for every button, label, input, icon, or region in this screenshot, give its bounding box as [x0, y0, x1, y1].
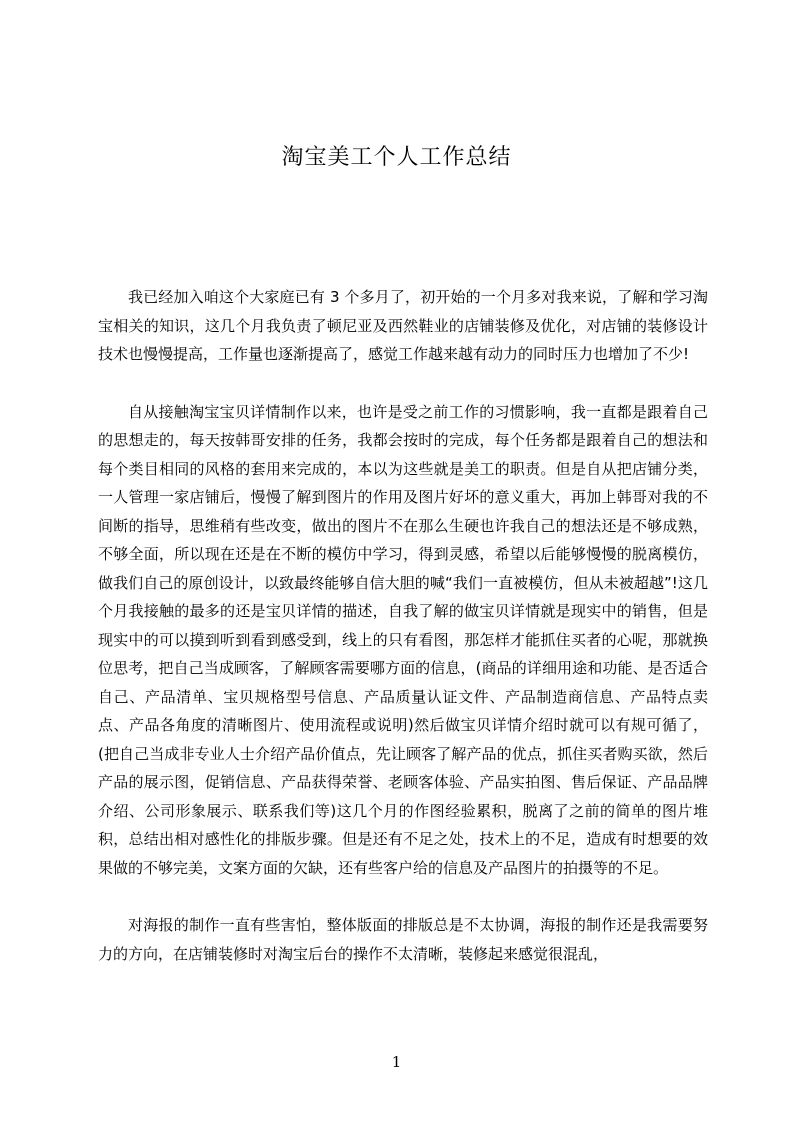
document-title: 淘宝美工个人工作总结: [281, 145, 512, 170]
paragraph-poster: 对海报的制作一直有些害怕，整体版面的排版总是不太协调，海报的制作还是我需要努力的方向，在店铺装修时对淘宝后台的操作不太清晰，装修起来感觉很混乱，: [98, 916, 708, 963]
document-body: [98, 283, 708, 997]
paragraph-intro: 我已经加入咱这个大家庭已有 3 个多月了，初开始的一个月多对我来说，了解和学习淘宝相关的知识，这几个月我负责了顿尼亚及西然鞋业的店铺装修及优化，对店铺的装修设计技术也慢慢提高，工作量也逐渐提高了，感觉工作越来越有动力的同时压力也增加了不少!: [98, 288, 708, 363]
paragraph-product-details: 自从接触淘宝宝贝详情制作以来，也许是受之前工作的习惯影响，我一直都是跟着自己的思想走的，每天按韩哥安排的任务，我都会按时的完成，每个任务都是跟着自己的想法和每个类目相同的风格的套用来完成的，本以为这些就是美工的职责。但是自从把店铺分类，一人管理一家店铺后，慢慢了解到图片的作用及图片好坏的意义重大，再加上韩哥对我的不间断的指导，思维稍有些改变，做出的图片不在那么生硬也许我自己的想法还是不够成熟，不够全面，所以现在还是在不断的模仿中学习，得到灵感，希望以后能够慢慢的脱离模仿，做我们自己的原创设计，以致最终能够自信大胆的喊“我们一直被模仿，但从未被超越”!这几个月我接触的最多的还是宝贝详情的描述，自我了解的做宝贝详情就是现实中的销售，但是现实中的可以摸到听到看到感受到，线上的只有看图，那怎样才能抓住买者的心呢，那就换位思考，把自己当成顾客，了解顾客需要哪方面的信息，(商品的详细用途和功能、是否适合自己、产品清单、宝贝规格型号信息、产品质量认证文件、产品制造商信息、产品特点卖点、产品各角度的清晰图片、使用流程或说明)然后做宝贝详情介绍时就可以有规可循了，(把自己当成非专业人士介绍产品价值点，先让顾客了解产品的优点，抓住买者购买欲，然后产品的展示图，促销信息、产品获得荣誉、老顾客体验、产品实拍图、售后保证、产品品牌介绍、公司形象展示、联系我们等)这几个月的作图经验累积，脱离了之前的简单的图片堆积，总结出相对感性化的排版步骤。但是还有不足之处，技术上的不足，造成有时想要的效果做的不够完美，文案方面的欠缺，还有些客户给的信息及产品图片的拍摄等的不足。: [98, 402, 708, 877]
page-number: 1: [391, 1053, 402, 1071]
